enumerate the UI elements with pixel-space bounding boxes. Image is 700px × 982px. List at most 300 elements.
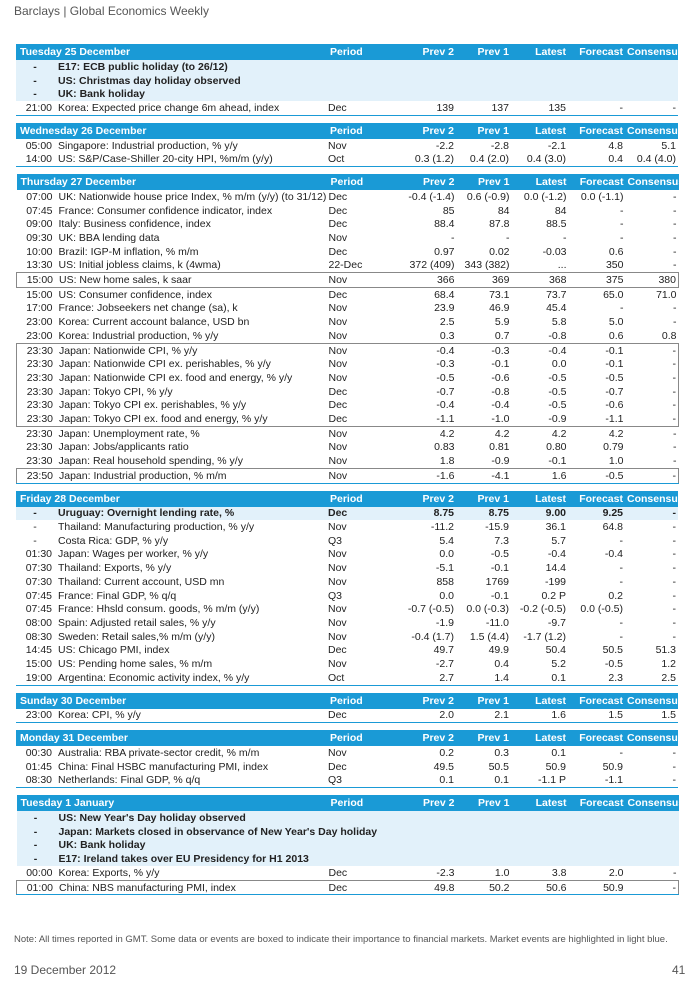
forecast-cell: - — [619, 630, 623, 643]
latest-cell: 5.7 — [551, 534, 566, 547]
forecast-cell: 50.5 — [602, 644, 623, 657]
prev1-cell: 87.8 — [489, 218, 510, 231]
consensus-cell: - — [626, 343, 679, 357]
column-header: Consensus — [627, 492, 684, 505]
table-row — [17, 329, 679, 343]
event-cell — [17, 454, 327, 468]
event-cell — [16, 561, 326, 575]
consensus-cell: 51.3 — [655, 644, 676, 657]
period-cell: Oct — [326, 152, 381, 166]
prev2-cell: -0.4 (-1.4) — [408, 190, 455, 203]
description-cell: Australia: RBA private-sector credit, % m/m — [58, 747, 260, 760]
prev2-cell: -2.2 — [435, 139, 454, 152]
period-cell: Dec — [327, 880, 382, 895]
period-cell: Dec — [328, 385, 348, 398]
prev1-cell: 1.5 (4.4) — [469, 630, 509, 643]
latest-cell: 84 — [554, 204, 567, 217]
table-row — [17, 218, 679, 232]
column-header: Consensus — [627, 46, 684, 58]
day-header-row — [17, 795, 679, 811]
consensus-cell: 0.8 — [661, 329, 677, 342]
economic-calendar — [16, 44, 685, 902]
description-cell: Japan: Tokyo CPI ex. food and energy, % y/y — [59, 412, 268, 425]
latest-cell: - — [563, 232, 567, 245]
time-cell: 07:00 — [26, 190, 53, 203]
latest-cell: -0.9 — [512, 412, 569, 426]
consensus-cell: - — [672, 616, 676, 629]
latest-cell: -0.03 — [542, 245, 567, 258]
prev2-cell: 0.3 — [439, 329, 455, 342]
forecast-cell: -0.6 — [605, 399, 624, 412]
event-row — [16, 87, 678, 101]
forecast-cell: - — [620, 218, 624, 231]
time-cell: 23:30 — [26, 455, 53, 468]
prev2-cell: 0.97 — [434, 245, 455, 258]
forecast-cell: 1.5 — [568, 709, 625, 723]
time-cell: - — [33, 812, 38, 825]
event-cell — [17, 343, 327, 357]
consensus-cell: - — [625, 507, 678, 521]
column-header: Forecast — [569, 174, 626, 190]
prev2-cell: -2.7 — [435, 657, 454, 670]
day-header-row — [16, 730, 678, 746]
forecast-cell: - — [620, 204, 624, 217]
event-cell — [17, 287, 327, 301]
table-row — [16, 139, 678, 153]
prev2-cell: 0.83 — [434, 441, 455, 454]
column-header: Prev 2 — [381, 123, 456, 139]
time-cell: 14:00 — [25, 153, 52, 166]
prev1-cell: 2.1 — [456, 709, 511, 723]
prev1-cell: 0.02 — [489, 245, 510, 258]
event-cell — [17, 371, 327, 385]
period-cell: Nov — [328, 657, 347, 670]
prev1-cell: 0.4 (2.0) — [456, 152, 511, 166]
prev1-cell: 0.81 — [489, 441, 510, 454]
time-cell: 09:00 — [26, 218, 53, 231]
column-header: Period — [326, 491, 381, 507]
description-cell: Japan: Jobs/applicants ratio — [58, 441, 189, 454]
consensus-cell: - — [673, 204, 677, 217]
latest-cell: 0.1 — [511, 671, 568, 685]
table-row — [17, 245, 679, 259]
consensus-cell: 1.2 — [661, 657, 676, 670]
consensus-cell: - — [626, 880, 679, 895]
description-cell: Korea: Exports, % y/y — [58, 866, 160, 879]
event-cell — [17, 357, 327, 371]
column-header: Prev 1 — [456, 730, 511, 746]
prev1-cell: -0.9 — [491, 455, 510, 468]
event-cell — [17, 426, 327, 440]
table-row — [16, 643, 678, 657]
prev2-cell: -0.7 — [436, 385, 455, 398]
description-cell: UK: Bank holiday — [58, 88, 145, 101]
forecast-cell: - — [619, 534, 623, 547]
prev2-cell: 85 — [442, 204, 455, 217]
day-title: Sunday 30 December — [16, 693, 326, 709]
consensus-cell: 1.5 — [625, 709, 678, 723]
latest-cell: 14.4 — [545, 562, 566, 575]
day-title: Wednesday 26 December — [16, 123, 326, 139]
column-header: Latest — [511, 693, 568, 709]
description-cell: US: Pending home sales, % m/m — [58, 657, 213, 670]
time-cell: 07:30 — [25, 575, 52, 588]
latest-cell: -1.1 P — [511, 774, 568, 788]
period-cell: Nov — [328, 575, 347, 588]
forecast-cell: 0.79 — [603, 441, 624, 454]
prev1-cell: 73.1 — [489, 288, 510, 301]
description-cell: US: Consumer confidence, index — [58, 288, 212, 301]
description-cell: E17: Ireland takes over EU Presidency for H1 2013 — [58, 853, 309, 866]
description-cell: Spain: Adjusted retail sales, % y/y — [58, 616, 216, 629]
prev2-cell: 366 — [382, 273, 457, 288]
period-cell: Dec — [326, 709, 381, 723]
latest-cell: -0.2 (-0.5) — [519, 603, 566, 616]
column-header: Prev 2 — [381, 693, 456, 709]
consensus-cell: - — [672, 534, 676, 547]
forecast-cell: 2.0 — [608, 866, 624, 879]
consensus-cell: - — [672, 521, 676, 534]
description-cell: Singapore: Industrial production, % y/y — [58, 139, 238, 152]
event-cell — [17, 302, 327, 316]
consensus-cell: 71.0 — [656, 288, 677, 301]
consensus-cell: 5.1 — [661, 139, 676, 152]
event-cell — [16, 630, 326, 644]
period-cell: Nov — [328, 316, 348, 329]
prev2-cell: 0.0 — [439, 589, 454, 602]
prev2-cell: 0.2 — [439, 747, 454, 760]
table-row — [17, 398, 679, 412]
forecast-cell: 375 — [569, 273, 626, 288]
consensus-cell: - — [673, 218, 677, 231]
latest-cell: -0.5 — [548, 371, 567, 384]
column-header: Period — [326, 123, 381, 139]
forecast-cell: -0.4 — [604, 548, 623, 561]
column-header: Prev 1 — [456, 693, 511, 709]
period-cell: 22-Dec — [328, 259, 363, 272]
prev1-cell: -0.8 — [491, 385, 510, 398]
period-cell: Nov — [328, 232, 348, 245]
prev1-cell: 0.4 — [494, 657, 509, 670]
prev2-cell: 1.8 — [439, 455, 455, 468]
prev2-cell: -0.4 (1.7) — [411, 630, 454, 643]
column-header: Prev 2 — [382, 795, 457, 811]
footnote: Note: All times reported in GMT. Some data or events are boxed to indicate their importance to financial markets. Market events are highlighted in light blue. — [14, 934, 668, 945]
time-cell: 23:30 — [26, 427, 53, 440]
table-row — [16, 602, 678, 616]
table-row — [17, 880, 679, 895]
forecast-cell: 64.8 — [602, 521, 623, 534]
table-row — [16, 534, 678, 548]
prev2-cell: -2.3 — [436, 866, 455, 879]
prev1-cell: 0.3 — [494, 747, 509, 760]
description-cell: US: New home sales, k saar — [59, 274, 192, 287]
day-table — [16, 491, 684, 686]
prev2-cell: 2.0 — [381, 709, 456, 723]
column-header: Prev 1 — [457, 795, 512, 811]
consensus-cell: - — [673, 441, 677, 454]
column-header: Latest — [511, 44, 568, 60]
footer-date: 19 December 2012 — [14, 963, 117, 977]
prev2-cell: 0.1 — [381, 774, 456, 788]
latest-cell: 36.1 — [545, 521, 566, 534]
description-cell: Japan: Unemployment rate, % — [58, 427, 200, 440]
description-cell: Costa Rica: GDP, % y/y — [58, 534, 169, 547]
time-cell: 08:30 — [25, 630, 52, 643]
prev1-cell: -0.1 — [491, 358, 510, 371]
prev1-cell: -2.8 — [490, 139, 509, 152]
time-cell: 23:30 — [26, 371, 53, 384]
column-header: Period — [326, 693, 381, 709]
time-cell: 01:30 — [25, 548, 52, 561]
table-row — [16, 746, 678, 760]
column-header: Latest — [511, 730, 568, 746]
latest-cell: 0.4 (3.0) — [511, 152, 568, 166]
event-cell — [17, 231, 327, 245]
description-cell: US: Initial jobless claims, k (4wma) — [58, 259, 221, 272]
day-title: Tuesday 1 January — [17, 795, 327, 811]
prev1-cell: -0.5 — [490, 548, 509, 561]
latest-cell: 5.2 — [551, 657, 566, 670]
description-cell: UK: BBA lending data — [58, 232, 160, 245]
day-title: Tuesday 25 December — [16, 44, 326, 60]
description-cell: China: NBS manufacturing PMI, index — [59, 881, 236, 894]
day-header-row — [16, 123, 678, 139]
latest-cell: 0.1 — [551, 747, 566, 760]
latest-cell: -1.7 (1.2) — [523, 630, 566, 643]
consensus-cell: - — [672, 562, 676, 575]
forecast-cell: 0.6 — [608, 329, 624, 342]
column-header: Forecast — [568, 123, 625, 139]
day-table — [16, 123, 684, 167]
time-cell: 07:45 — [25, 589, 52, 602]
column-header: Period — [326, 44, 381, 60]
table-row — [17, 204, 679, 218]
column-header: Forecast — [568, 730, 625, 746]
column-header: Prev 2 — [381, 491, 456, 507]
period-cell: Dec — [328, 190, 348, 203]
period-cell: Nov — [328, 455, 348, 468]
day-header-row — [17, 174, 679, 190]
prev2-cell: 23.9 — [434, 302, 455, 315]
prev2-cell: 0.0 — [439, 548, 454, 561]
event-cell — [16, 548, 326, 562]
time-cell: - — [33, 74, 37, 87]
description-cell: Korea: Expected price change 6m ahead, index — [58, 101, 280, 114]
event-cell — [16, 760, 326, 774]
latest-cell: 1.6 — [512, 468, 569, 483]
forecast-cell: - — [568, 101, 625, 115]
prev2-cell: 0.3 (1.2) — [381, 152, 456, 166]
latest-cell: -0.5 — [548, 385, 567, 398]
period-cell: Dec — [326, 101, 381, 115]
forecast-cell: 50.9 — [602, 760, 623, 773]
consensus-cell: - — [673, 866, 677, 879]
time-cell: 00:30 — [25, 747, 52, 760]
period-cell: Dec — [328, 644, 347, 657]
consensus-cell: - — [673, 455, 677, 468]
event-cell — [16, 746, 326, 760]
description-cell: Japan: Industrial production, % m/m — [59, 469, 227, 482]
event-cell — [16, 643, 326, 657]
period-cell: Nov — [328, 521, 347, 534]
consensus-cell: - — [626, 385, 679, 399]
consensus-cell: - — [672, 548, 676, 561]
description-cell: US: Chicago PMI, index — [58, 644, 170, 657]
time-cell: 07:45 — [25, 603, 52, 616]
period-cell: Nov — [327, 273, 382, 288]
prev1-cell: - — [506, 232, 510, 245]
consensus-cell: - — [673, 316, 677, 329]
description-cell: Argentina: Economic activity index, % y/y — [58, 671, 250, 684]
table-row — [17, 371, 679, 385]
description-cell: France: Consumer confidence indicator, index — [58, 204, 273, 217]
event-cell — [16, 101, 326, 115]
latest-cell: 368 — [512, 273, 569, 288]
prev2-cell: 2.7 — [381, 671, 456, 685]
consensus-cell: - — [626, 357, 679, 371]
time-cell: 08:00 — [25, 616, 52, 629]
event-cell — [17, 204, 327, 218]
forecast-cell: 2.3 — [568, 671, 625, 685]
description-cell: Thailand: Current account, USD mn — [58, 575, 225, 588]
table-row — [16, 575, 678, 589]
prev2-cell: -0.4 — [436, 399, 455, 412]
period-cell: Dec — [328, 218, 348, 231]
day-header-row — [16, 44, 678, 60]
event-cell — [17, 329, 327, 343]
day-title: Monday 31 December — [16, 730, 326, 746]
description-cell: UK: Nationwide house price Index, % m/m (y/y) (to 31/12) — [58, 190, 327, 203]
table-row — [16, 520, 678, 534]
description-cell: Japan: Tokyo CPI ex. perishables, % y/y — [59, 399, 247, 412]
description-cell: US: Christmas day holiday observed — [58, 74, 241, 87]
latest-cell: 50.6 — [512, 880, 569, 895]
prev1-cell: -4.1 — [457, 468, 512, 483]
time-cell: 15:00 — [25, 657, 52, 670]
period-cell: Dec — [328, 245, 348, 258]
event-cell — [17, 880, 327, 895]
column-header: Consensus — [627, 694, 684, 707]
forecast-cell: - — [619, 747, 623, 760]
consensus-cell: 380 — [626, 273, 679, 288]
latest-cell: 3.8 — [551, 866, 567, 879]
prev1-cell: 1.0 — [494, 866, 510, 879]
prev2-cell: -1.6 — [382, 468, 457, 483]
prev2-cell: -5.1 — [435, 562, 454, 575]
description-cell: Italy: Business confidence, index — [58, 218, 211, 231]
description-cell: Uruguay: Overnight lending rate, % — [58, 507, 235, 520]
latest-cell: 0.0 — [551, 358, 567, 371]
table-row — [17, 385, 679, 399]
forecast-cell: -0.5 — [604, 657, 623, 670]
period-cell: Nov — [328, 616, 347, 629]
prev2-cell: -0.4 — [382, 343, 457, 357]
period-cell: Oct — [326, 671, 381, 685]
description-cell: Korea: Industrial production, % y/y — [58, 329, 219, 342]
prev1-cell: 0.1 — [456, 774, 511, 788]
latest-cell: -0.8 — [548, 329, 567, 342]
day-title: Friday 28 December — [16, 491, 326, 507]
time-cell: 09:30 — [26, 232, 53, 245]
description-cell: Thailand: Manufacturing production, % y/y — [58, 521, 255, 534]
description-cell: Thailand: Exports, % y/y — [58, 562, 172, 575]
latest-cell: -0.4 — [547, 548, 566, 561]
day-table — [16, 174, 685, 483]
consensus-cell: - — [626, 468, 679, 483]
table-row — [17, 412, 679, 426]
description-cell: US: S&P/Case-Shiller 20-city HPI, %m/m (y/y) — [58, 153, 273, 166]
prev2-cell: 68.4 — [434, 288, 455, 301]
forecast-cell: 65.0 — [603, 288, 624, 301]
prev2-cell: -1.9 — [435, 616, 454, 629]
event-cell — [16, 671, 326, 685]
time-cell: - — [33, 507, 37, 520]
prev1-cell: 1.4 — [456, 671, 511, 685]
period-cell: Nov — [328, 302, 348, 315]
column-header: Prev 2 — [381, 730, 456, 746]
time-cell: 19:00 — [25, 671, 52, 684]
column-header: Prev 1 — [456, 491, 511, 507]
table-row — [16, 774, 678, 788]
consensus-cell: - — [626, 412, 679, 426]
table-row — [17, 426, 679, 440]
column-header: Prev 1 — [456, 123, 511, 139]
event-cell — [17, 839, 679, 853]
latest-cell: -0.4 — [512, 343, 569, 357]
consensus-cell: 0.4 (4.0) — [625, 152, 678, 166]
time-cell: 10:00 — [26, 245, 53, 258]
event-cell — [17, 273, 327, 288]
period-cell: Dec — [328, 866, 348, 879]
table-row — [17, 441, 679, 455]
prev1-cell: -0.1 — [490, 589, 509, 602]
prev1-cell: 49.9 — [488, 644, 509, 657]
time-cell: 17:00 — [26, 302, 53, 315]
latest-cell: 88.5 — [546, 218, 567, 231]
column-header: Consensus — [627, 732, 684, 745]
time-cell: 23:30 — [26, 399, 53, 412]
prev1-cell: 369 — [457, 273, 512, 288]
forecast-cell: 5.0 — [608, 316, 624, 329]
prev2-cell: -1.1 — [382, 412, 457, 426]
period-cell: Nov — [328, 630, 347, 643]
event-cell — [16, 520, 326, 534]
table-row — [16, 101, 678, 115]
period-cell: Dec — [328, 760, 347, 773]
prev2-cell: 5.4 — [439, 534, 454, 547]
table-row — [17, 454, 679, 468]
prev2-cell: 49.7 — [433, 644, 454, 657]
table-row — [17, 357, 679, 371]
forecast-cell: 0.6 — [608, 245, 624, 258]
description-cell: France: Hhsld consum. goods, % m/m (y/y) — [58, 603, 260, 616]
event-row — [17, 811, 679, 825]
description-cell: Japan: Wages per worker, % y/y — [58, 548, 209, 561]
day-table — [16, 795, 685, 895]
description-cell: Japan: Tokyo CPI, % y/y — [59, 385, 173, 398]
time-cell: 23:30 — [26, 441, 53, 454]
forecast-cell: -0.5 — [605, 371, 624, 384]
table-row — [17, 315, 679, 329]
time-cell: 07:45 — [26, 204, 53, 217]
event-cell — [17, 315, 327, 329]
prev1-cell: 46.9 — [489, 302, 510, 315]
description-cell: Korea: CPI, % y/y — [58, 709, 141, 722]
consensus-cell: - — [673, 232, 677, 245]
column-header: Consensus — [627, 176, 685, 189]
event-cell — [17, 385, 327, 399]
